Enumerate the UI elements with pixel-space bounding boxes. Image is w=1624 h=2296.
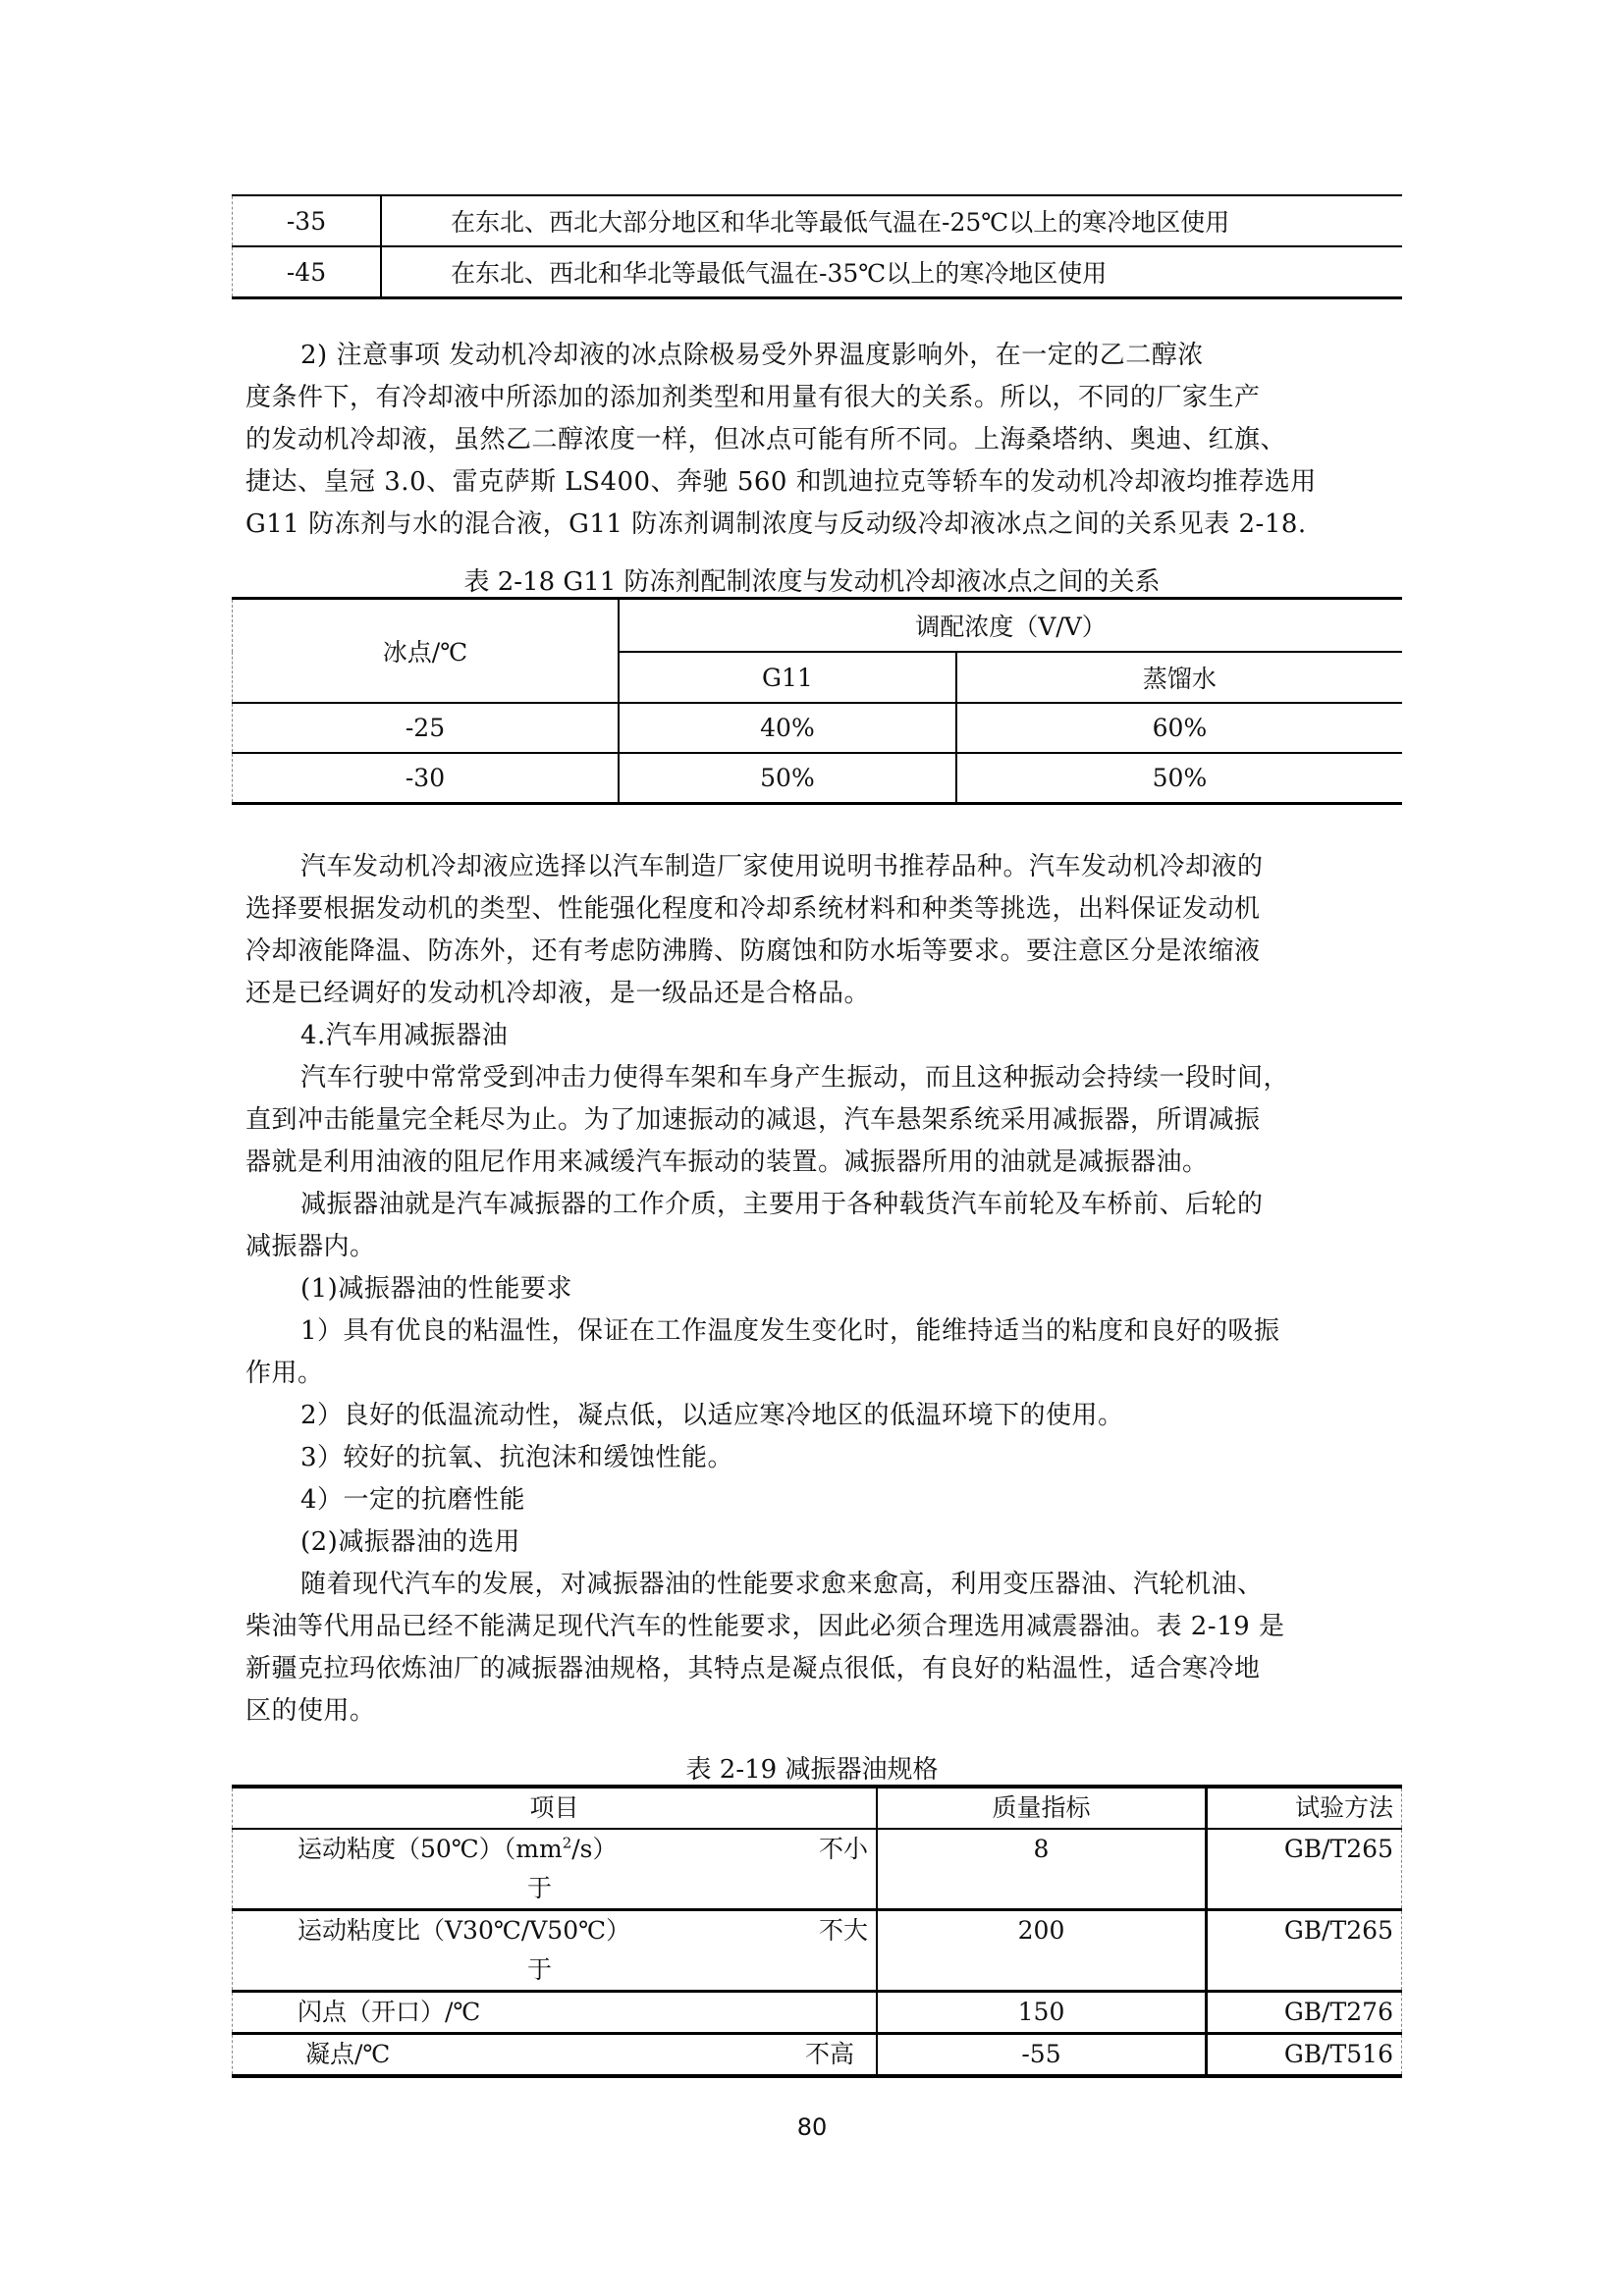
item-cell (233, 1829, 878, 1910)
text-line: 度条件下，有冷却液中所添加的添加剂类型和用量有很大的关系。所以，不同的厂家生产 (245, 383, 1261, 412)
text-line: 1）具有优良的粘温性，保证在工作温度发生变化时，能维持适当的粘度和良好的吸振 (300, 1316, 1280, 1346)
notes-paragraph (245, 335, 1404, 377)
table-2-18-caption: 表 2-18 G11 防冻剂配制浓度与发动机冷却液冰点之间的关系 (463, 567, 1161, 597)
selection-development-paragraph-cont (245, 1606, 1404, 1733)
notes-paragraph-cont (245, 377, 1404, 546)
shock-absorber-medium (245, 1184, 1404, 1226)
header-freezing-point: 冰点/℃ (233, 599, 620, 704)
table-row (233, 1992, 1402, 2034)
quality-index-cell: 8 (877, 1829, 1207, 1910)
quality-index-cell: -55 (877, 2034, 1207, 2077)
subsection-heading-text: (1)减振器油的性能要求 (300, 1274, 572, 1304)
test-method-cell: GB/T276 (1207, 1992, 1402, 2034)
freezing-point-cell: -30 (233, 753, 620, 804)
g11-cell: 40% (619, 703, 956, 753)
text-line: 冷却液能降温、防冻外，还有考虑防沸腾、防腐蚀和防水垢等要求。要注意区分是浓缩液 (245, 936, 1261, 966)
requirement-2 (245, 1395, 1404, 1437)
table-row (233, 1829, 1402, 1910)
text-line: 汽车发动机冷却液应选择以汽车制造厂家使用说明书推荐品种。汽车发动机冷却液的 (300, 852, 1264, 881)
test-method-cell: GB/T265 (1207, 1829, 1402, 1910)
table-header-row (233, 599, 1403, 653)
text-line: 随着现代汽车的发展，对减振器油的性能要求愈来愈高，利用变压器油、汽轮机油、 (300, 1570, 1264, 1599)
antifreeze-grade-table-continued (232, 194, 1402, 299)
requirement-1 (245, 1310, 1404, 1353)
item-condition-tail: 于 (527, 1874, 553, 1902)
subsection-1-heading (245, 1268, 1404, 1310)
table-row (233, 195, 1403, 246)
quality-index-cell: 150 (877, 1992, 1207, 2034)
water-cell: 50% (956, 753, 1402, 804)
item-cell (233, 1910, 878, 1992)
text-line: 选择要根据发动机的类型、性能强化程度和冷却系统材料和种类等挑选，出料保证发动机 (245, 894, 1261, 924)
header-distilled-water: 蒸馏水 (956, 652, 1402, 703)
item-suffix: /s） (571, 1835, 618, 1863)
header-quality-index: 质量指标 (877, 1787, 1207, 1829)
text-line: 减振器油就是汽车减振器的工作介质，主要用于各种载货汽车前轮及车桥前、后轮的 (300, 1190, 1264, 1219)
table-row (233, 703, 1403, 753)
item-condition: 不高 (804, 2040, 854, 2068)
header-g11: G11 (619, 652, 956, 703)
item-name: 凝点/℃ (305, 2040, 391, 2068)
g11-cell: 50% (619, 753, 956, 804)
page-number: 80 (796, 2113, 828, 2141)
item-name: 闪点（开口）/℃ (298, 1998, 481, 2026)
text-line: 区的使用。 (245, 1696, 376, 1726)
table-2-19 (232, 1785, 1402, 2078)
text-line: 新疆克拉玛依炼油厂的减振器油规格，其特点是凝点很低，有良好的粘温性，适合寒冷地 (245, 1654, 1261, 1683)
requirement-3 (245, 1437, 1404, 1479)
text-line: 直到冲击能量完全耗尽为止。为了加速振动的减退，汽车悬架系统采用减振器，所谓减振 (245, 1105, 1261, 1135)
section-4-heading (245, 1015, 1404, 1057)
usage-cell: 在东北、西北大部分地区和华北等最低气温在-25℃以上的寒冷地区使用 (381, 195, 1402, 246)
freezing-point-cell: -35 (233, 195, 382, 246)
requirement-1-cont (245, 1353, 1404, 1395)
table-row (233, 246, 1403, 298)
quality-index-cell: 200 (877, 1910, 1207, 1992)
item-cell (233, 2034, 878, 2077)
freezing-point-cell: -25 (233, 703, 620, 753)
requirement-4 (245, 1479, 1404, 1522)
freezing-point-cell: -45 (233, 246, 382, 298)
subsection-2-heading (245, 1522, 1404, 1564)
selection-paragraph (245, 846, 1404, 888)
selection-paragraph-cont (245, 888, 1404, 1015)
header-test-method: 试验方法 (1207, 1787, 1402, 1829)
test-method-cell: GB/T265 (1207, 1910, 1402, 1992)
text-line: 减振器内。 (245, 1232, 376, 1261)
shock-absorber-medium-cont (245, 1226, 1404, 1268)
shock-absorber-intro (245, 1057, 1404, 1099)
item-name (298, 1830, 618, 1869)
text-line: 3）较好的抗氧、抗泡沫和缓蚀性能。 (300, 1443, 734, 1472)
text-line: 器就是利用油液的阻尼作用来减缓汽车振动的装置。减振器所用的油就是减振器油。 (245, 1148, 1209, 1177)
section-heading-text: 4.汽车用减振器油 (300, 1021, 509, 1050)
text-line: 汽车行驶中常常受到冲击力使得车架和车身产生振动，而且这种振动会持续一段时间， (300, 1063, 1290, 1093)
table-2-18 (232, 597, 1402, 805)
text-line: 的发动机冷却液，虽然乙二醇浓度一样，但冰点可能有所不同。上海桑塔纳、奥迪、红旗、 (245, 425, 1287, 454)
header-item: 项目 (233, 1787, 878, 1829)
table-2-19-caption: 表 2-19 减振器油规格 (685, 1755, 939, 1785)
table-header-row (233, 1787, 1402, 1829)
usage-cell: 在东北、西北和华北等最低气温在-35℃以上的寒冷地区使用 (451, 259, 1108, 288)
table-row (233, 753, 1403, 804)
text-line: 还是已经调好的发动机冷却液，是一级品还是合格品。 (245, 979, 871, 1008)
text-line: 捷达、皇冠 3.0、雷克萨斯 LS400、奔驰 560 和凯迪拉克等轿车的发动机冷却液均推荐选用 (245, 467, 1317, 497)
item-condition: 不大 (818, 1916, 868, 1945)
item-condition-tail: 于 (527, 1955, 553, 1984)
text-line: 作用。 (245, 1359, 324, 1388)
table-row (233, 2034, 1402, 2077)
item-text: 运动粘度（50℃）（mm (298, 1835, 563, 1863)
text-line: 2) 注意事项 发动机冷却液的冰点除极易受外界温度影响外，在一定的乙二醇浓 (300, 341, 1204, 370)
table-row (233, 1910, 1402, 1992)
text-line: 2）良好的低温流动性，凝点低，以适应寒冷地区的低温环境下的使用。 (300, 1401, 1124, 1430)
item-condition: 不小 (818, 1835, 868, 1863)
item-name: 运动粘度比（V30℃/V50℃） (298, 1916, 631, 1945)
text-line: G11 防冻剂与水的混合液，G11 防冻剂调制浓度与反动级冷却液冰点之间的关系见表 2-18. (245, 509, 1307, 539)
selection-development-paragraph (245, 1564, 1404, 1606)
text-line: 柴油等代用品已经不能满足现代汽车的性能要求，因此必须合理选用减震器油。表 2-19 是 (245, 1612, 1285, 1641)
item-cell (233, 1992, 878, 2034)
item-superscript: 2 (562, 1834, 572, 1852)
header-concentration: 调配浓度（V/V） (915, 613, 1107, 641)
water-cell: 60% (956, 703, 1402, 753)
test-method-cell: GB/T516 (1207, 2034, 1402, 2077)
shock-absorber-intro-cont (245, 1099, 1404, 1184)
text-line: 4）一定的抗磨性能 (300, 1485, 526, 1515)
subsection-heading-text: (2)减振器油的选用 (300, 1527, 520, 1557)
